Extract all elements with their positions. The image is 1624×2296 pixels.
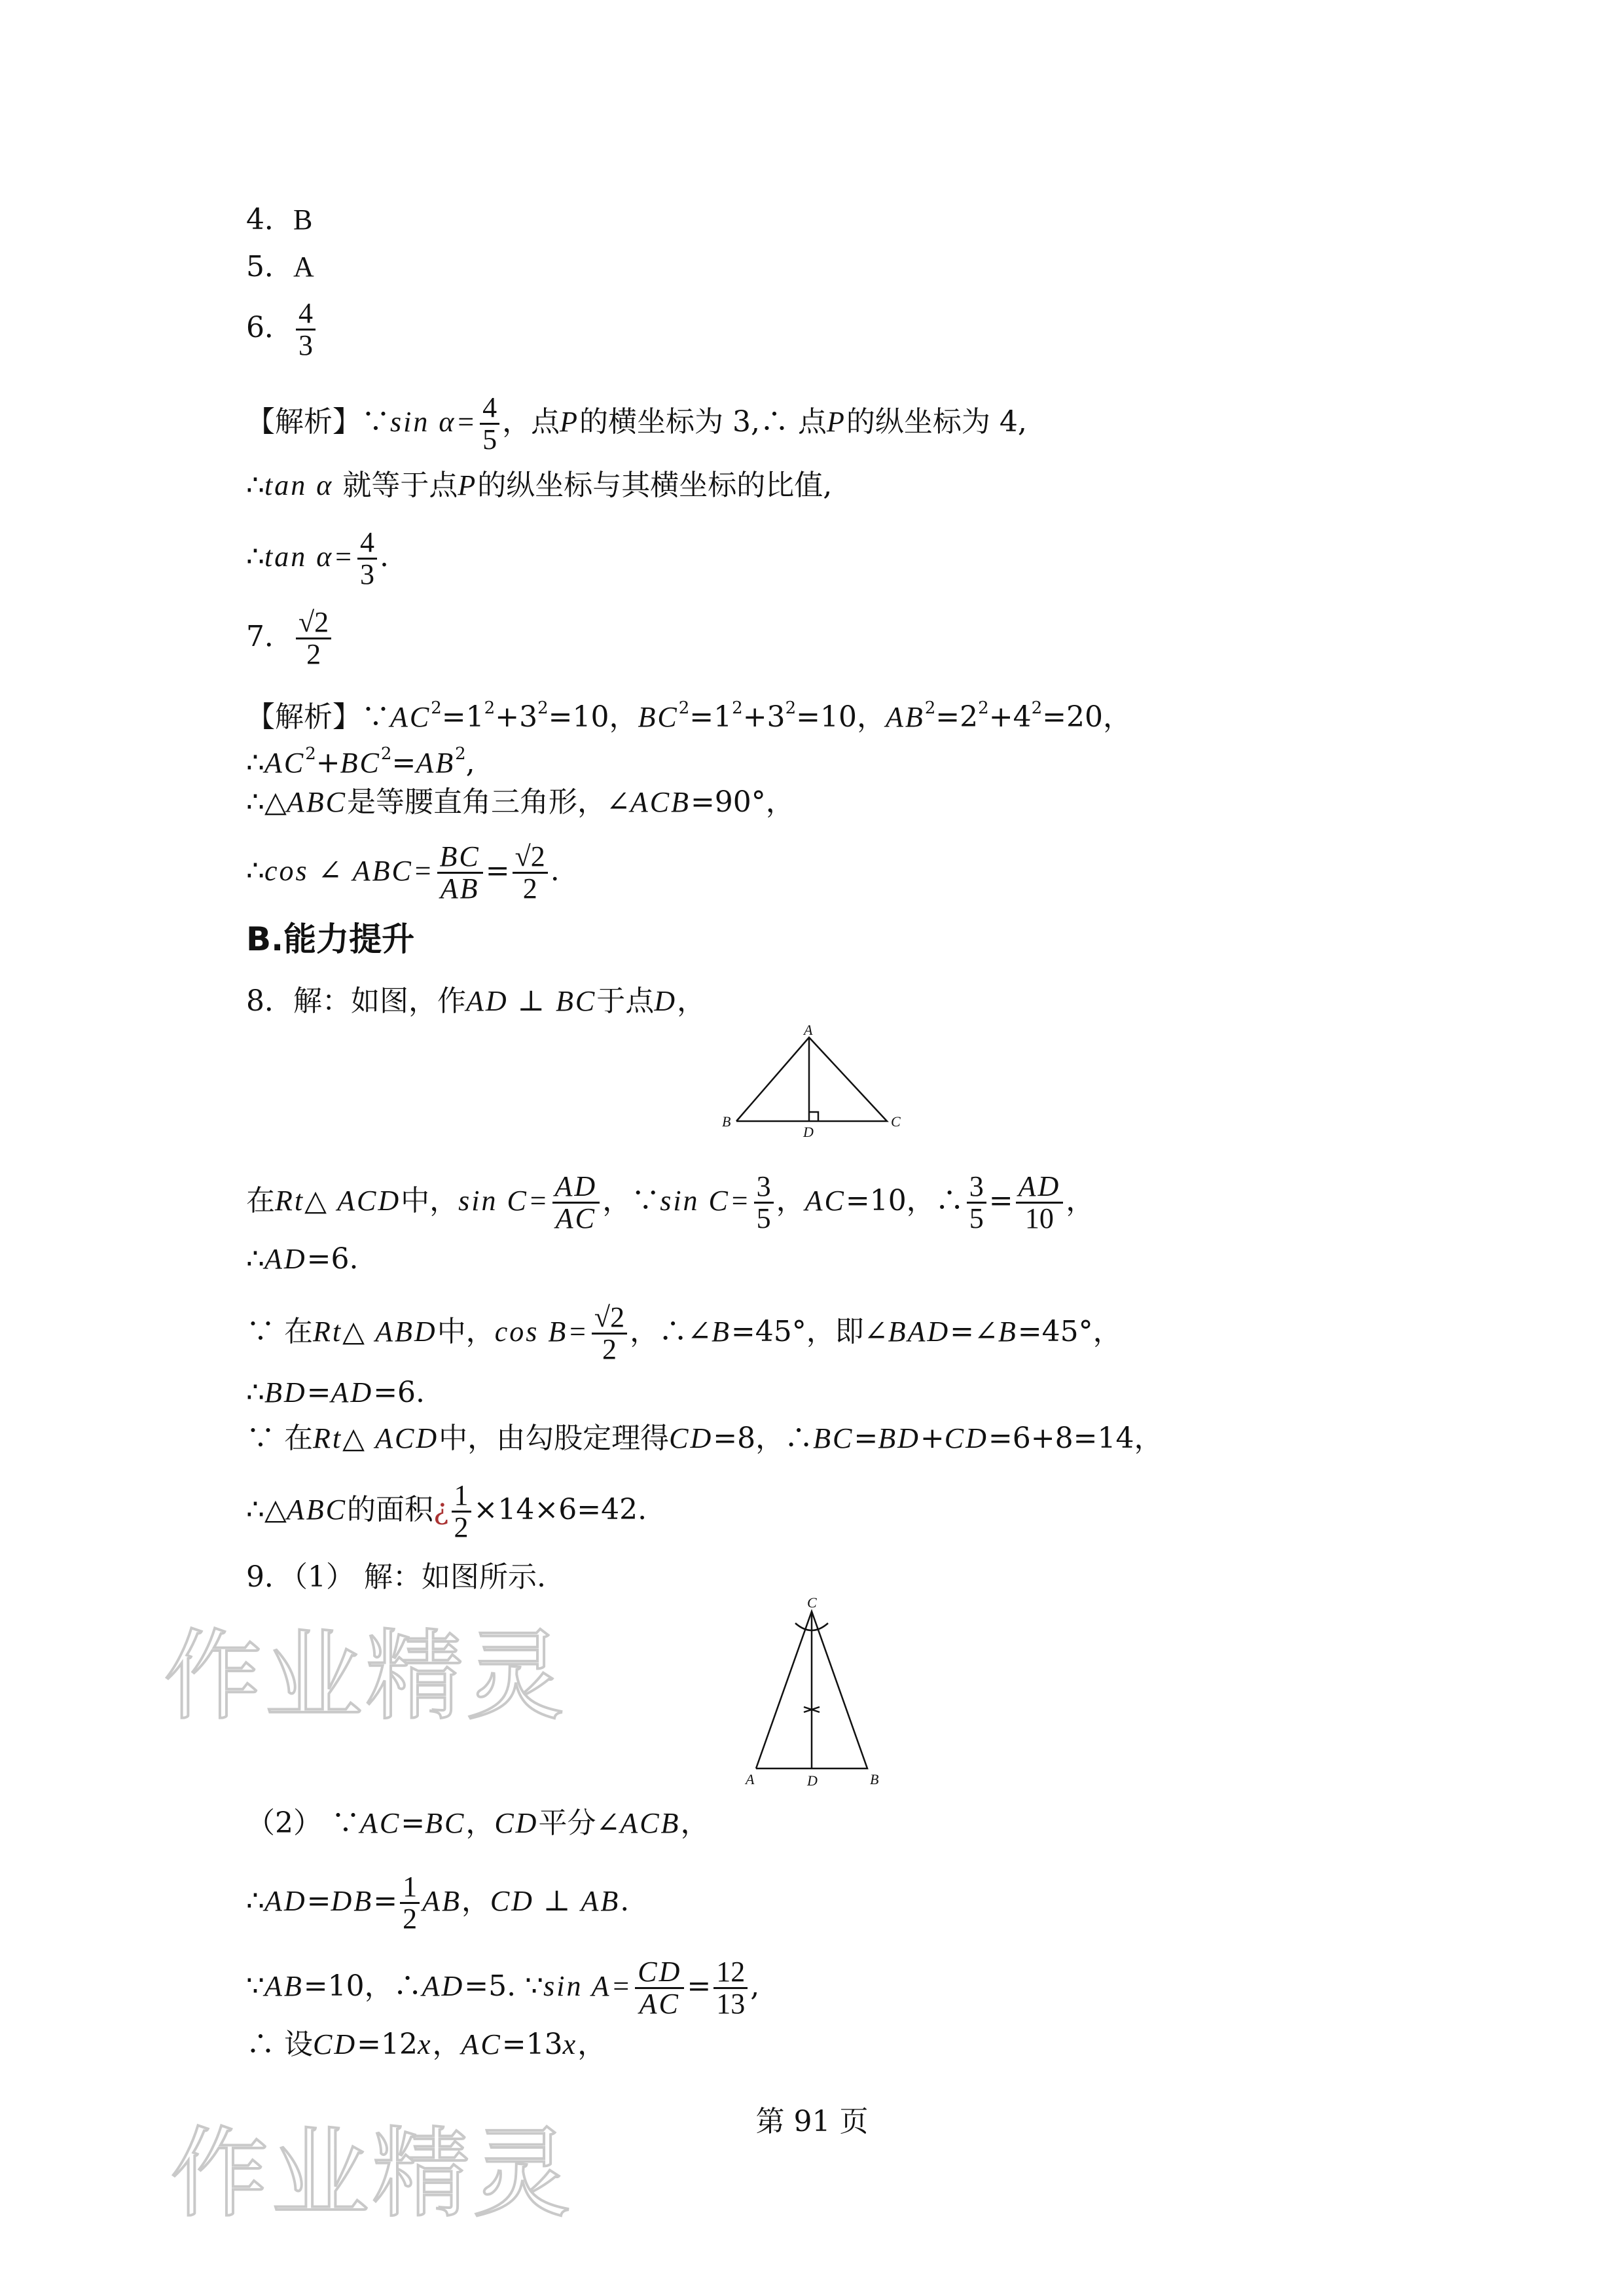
answer-4: 4．B — [246, 203, 313, 236]
answer-5: 5．A — [246, 250, 314, 283]
watermark: 作业精灵 — [170, 2117, 574, 2231]
q9-triangle-figure — [736, 1597, 887, 1793]
q7-analysis-line-2: $\therefore AC^2+BC^2=AB^2$, — [246, 744, 475, 780]
q9-line-3: ∴AD=DB= $\frac{1}{2}$ AB，CD ⊥ AB. — [246, 1871, 630, 1935]
vertex-label-d: D — [807, 1772, 818, 1789]
q6-analysis-line-3: ∴tan α= $\frac{4}{3}$ . — [246, 526, 389, 591]
section-heading: B.能力提升 — [246, 920, 415, 958]
answer-6: 6． $\frac{4}{3}$ — [246, 298, 318, 361]
watermark: 作业精灵 — [164, 1620, 568, 1734]
q9-line-4: ∵AB=10，∴AD=5. ∵sin A= $\frac{CD}{AC}$ = $\frac{12}{13}$ , — [246, 1956, 760, 2020]
q8-line-6: ∵ 在Rt△ ACD中，由勾股定理得CD=8，∴BC=BD+CD=6+8=14， — [246, 1422, 1163, 1455]
q6-analysis-line-1: 【解析】∵sin α= $\frac{4}{5}$ ，点P的横坐标为 3,∴ 点P的纵坐标为 4, — [246, 391, 1027, 456]
q8-line-1: 8．解：如图，作AD ⊥ BC于点D， — [246, 984, 706, 1018]
page-number: 第 91 页 — [755, 2105, 869, 2138]
answer-7: 7． $\frac{√2}{2}$ — [246, 607, 334, 670]
fraction: $\frac{4}{3}$ — [296, 298, 316, 361]
vertex-label-a: A — [746, 1771, 755, 1787]
q8-triangle-figure — [710, 1024, 913, 1139]
vertex-label-a: A — [804, 1024, 813, 1038]
vertex-label-d: D — [803, 1124, 814, 1139]
q8-line-4: ∵ 在Rt△ ABD中，cos B= $\frac{√2}{2}$ ，∴∠B=45°，即∠BAD=∠B=45°， — [246, 1301, 1122, 1366]
q8-line-3: ∴AD=6. — [246, 1242, 359, 1276]
q9-line-2: （2） ∵AC=BC，CD平分∠ACB， — [246, 1806, 710, 1840]
q6-analysis-line-2: ∴tan α 就等于点P的纵坐标与其横坐标的比值, — [246, 469, 833, 502]
vertex-label-b: B — [870, 1771, 879, 1787]
q8-line-2: 在Rt△ ACD中，sin C= $\frac{AD}{AC}$ ，∵sin C= $\frac{3}{5}$ ，AC=10，∴ $\frac{3}{5}$ = $\frac{AD}{10}$ ， — [246, 1170, 1095, 1235]
vertex-label-c: C — [807, 1597, 817, 1611]
q7-analysis-line-3: ∴△ABC是等腰直角三角形，∠ACB=90°， — [246, 785, 795, 819]
q7-analysis-line-1: 【解析】$\because AC^2=1^2+3^2=10$，$BC^2=1^2+3^2=10$，$AB^2=2^2+4^2=20$， — [246, 698, 1132, 734]
q8-line-5: ∴BD=AD=6. — [246, 1376, 425, 1409]
q9-line-1: 9．（1） 解：如图所示. — [246, 1560, 546, 1594]
q7-analysis-line-4: ∴cos ∠ ABC= $\frac{BC}{AB}$ = $\frac{√2}{2}$ . — [246, 840, 560, 905]
vertex-label-b: B — [722, 1113, 731, 1130]
q9-line-5: ∴ 设CD=12x，AC=13x， — [246, 2028, 607, 2061]
vertex-label-c: C — [891, 1113, 901, 1130]
q8-line-7: ∴△ABC的面积¿ $\frac{1}{2}$ ×14×6=42. — [246, 1479, 647, 1544]
